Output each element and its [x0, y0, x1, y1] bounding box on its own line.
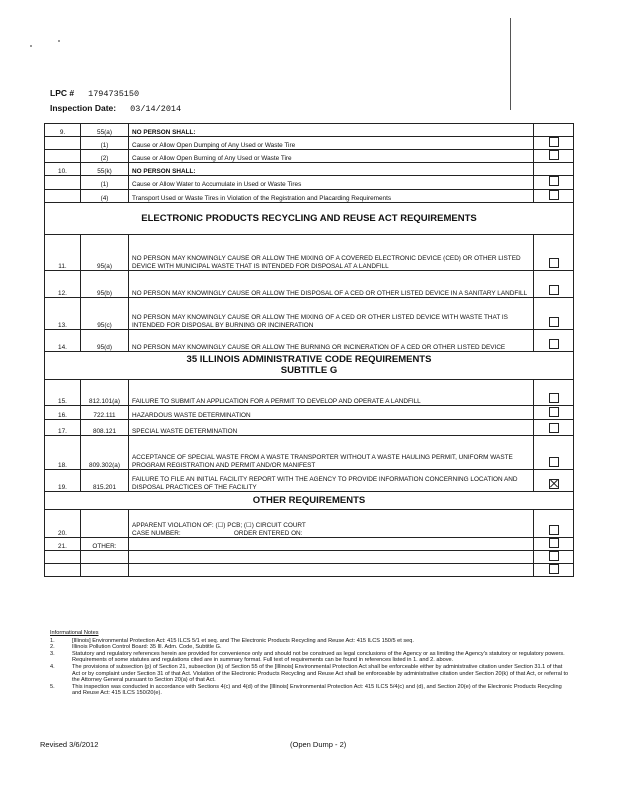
requirement-line: Cause or Allow Water to Accumulate in Used or Waste Tires — [132, 181, 302, 189]
violation-checkbox[interactable] — [549, 407, 559, 417]
item-number: 17. — [45, 419, 81, 435]
violation-cell — [534, 551, 574, 564]
requirement-line: HAZARDOUS WASTE DETERMINATION — [132, 411, 251, 419]
requirement-text — [129, 379, 534, 405]
item-number — [45, 150, 81, 163]
violation-checkbox[interactable] — [549, 457, 559, 467]
requirement-text — [129, 537, 534, 550]
section-title-row — [45, 491, 574, 509]
violation-checkbox[interactable] — [549, 339, 559, 349]
lpc-number — [50, 88, 139, 99]
section-reference: (4) — [81, 189, 129, 202]
violation-cell — [534, 270, 574, 297]
item-number: 15. — [45, 379, 81, 405]
section-reference — [81, 509, 129, 537]
violation-checkbox[interactable] — [549, 176, 559, 186]
violation-cell — [534, 189, 574, 202]
section-title-text: ELECTRONIC PRODUCTS RECYCLING AND REUSE ACT REQUIREMENTS — [141, 212, 477, 224]
item-number — [45, 564, 81, 577]
requirement-text — [129, 435, 534, 469]
note-item — [50, 664, 570, 684]
violation-cell — [534, 150, 574, 163]
section-subtitle-text: SUBTITLE G — [280, 365, 338, 377]
violation-checkbox[interactable] — [549, 564, 559, 574]
requirement-text — [129, 270, 534, 297]
requirement-text — [129, 329, 534, 351]
requirement-text — [129, 137, 534, 150]
table-row — [45, 329, 574, 351]
section-reference: 95(b) — [81, 270, 129, 297]
note-text: [Illinois] Environmental Protection Act: 415 ILCS 5/1 et seq. and The Electronic Products Recycling and Reuse Act: 415 ILCS 150/5 et seq. — [72, 637, 414, 644]
table-row — [45, 509, 574, 537]
table-row — [45, 419, 574, 435]
requirements-table — [44, 123, 574, 577]
item-number: 16. — [45, 405, 81, 419]
notes-heading: Informational Notes — [50, 630, 99, 636]
violation-cell — [534, 234, 574, 270]
section-reference: 722.111 — [81, 405, 129, 419]
note-text: Illinois Pollution Control Board: 35 Ill. Adm. Code, Subtitle G. — [72, 644, 222, 651]
requirement-line: SPECIAL WASTE DETERMINATION — [132, 427, 238, 435]
section-reference: 808.121 — [81, 419, 129, 435]
table-row — [45, 379, 574, 405]
requirement-text — [129, 405, 534, 419]
violation-cell — [534, 509, 574, 537]
item-number: 18. — [45, 435, 81, 469]
section-title-text: 35 ILLINOIS ADMINISTRATIVE CODE REQUIREMENTS — [186, 354, 432, 366]
inspection-label: Inspection Date: — [50, 103, 117, 113]
table-row — [45, 150, 574, 163]
violation-cell — [534, 137, 574, 150]
section-reference: 815.201 — [81, 469, 129, 491]
page-label: (Open Dump - 2) — [290, 740, 347, 749]
table-row — [45, 270, 574, 297]
section-title-row — [45, 351, 574, 379]
requirement-text — [129, 189, 534, 202]
requirement-text — [129, 509, 534, 537]
item-number: 11. — [45, 234, 81, 270]
table-row — [45, 176, 574, 189]
requirement-text — [129, 469, 534, 491]
requirement-line: NO PERSON MAY KNOWINGLY CAUSE OR ALLOW THE DISPOSAL OF A CED OR OTHER LISTED DEVICE IN A SANITARY LANDFILL — [132, 289, 528, 297]
table-row — [45, 124, 574, 137]
note-number: 3. — [50, 650, 55, 657]
violation-checkbox[interactable] — [549, 525, 559, 535]
item-number: 13. — [45, 297, 81, 329]
table-row — [45, 405, 574, 419]
note-text: The provisions of subsection (p) of Section 21, subsection (k) of Section 55 of the [Illinois] Environmental Protection Act shall be enforceable either by administrative citation under Section 31.1 of that Act or by complaint under Section 31 of that Act. Violation of the Electronic Products Recycling and Reuse Act shall be enforceable by administrative citation under Section 20(k) of that Act, or referral to the Attorney General pursuant to Section 20(a) of that Act. — [72, 663, 569, 684]
lpc-value: 1794735150 — [88, 89, 140, 99]
violation-checkbox[interactable] — [549, 137, 559, 147]
section-reference: (1) — [81, 137, 129, 150]
item-number — [45, 137, 81, 150]
violation-cell — [534, 564, 574, 577]
section-reference: OTHER: — [81, 537, 129, 550]
table-row — [45, 189, 574, 202]
violation-checkbox[interactable] — [549, 150, 559, 160]
violation-checkbox[interactable] — [549, 317, 559, 327]
section-reference: 812.101(a) — [81, 379, 129, 405]
section-reference: 95(c) — [81, 297, 129, 329]
requirement-text — [129, 234, 534, 270]
violation-checkbox[interactable] — [549, 551, 559, 561]
inspection-value: 03/14/2014 — [130, 104, 182, 114]
requirement-text — [129, 564, 534, 577]
requirement-text — [129, 124, 534, 137]
section-reference: 55(k) — [81, 163, 129, 176]
requirement-line: NO PERSON MAY KNOWINGLY CAUSE OR ALLOW THE MIXING OF A CED OR OTHER LISTED DEVICE WITH WASTE THAT IS INTENDED FOR DISPOSAL BY BURNING OR INCINERATION — [132, 314, 508, 329]
note-item — [50, 644, 570, 651]
requirement-line: NO PERSON MAY KNOWINGLY CAUSE OR ALLOW THE MIXING OF A COVERED ELECTRONIC DEVICE (CED) OR OTHER LISTED DEVICE WITH MUNICIPAL WASTE THAT IS INTENDED FOR DISPOSAL AT A LANDFILL — [132, 255, 521, 270]
informational-notes — [50, 630, 570, 697]
requirement-line: Transport Used or Waste Tires in Violation of the Registration and Placarding Requirements — [132, 194, 392, 202]
requirement-line: Cause or Allow Open Burning of Any Used or Waste Tire — [132, 155, 292, 163]
section-reference: 55(a) — [81, 124, 129, 137]
section-title — [45, 491, 574, 509]
item-number: 21. — [45, 537, 81, 550]
requirement-line: Cause or Allow Open Dumping of Any Used or Waste Tire — [132, 142, 296, 149]
inspection-date — [50, 103, 181, 114]
violation-checkbox[interactable] — [549, 258, 559, 268]
requirement-line: APPARENT VIOLATION OF: (☐) PCB; (☐) CIRCUIT COURT — [132, 522, 306, 530]
item-number: 9. — [45, 124, 81, 137]
note-item — [50, 651, 570, 664]
requirement-line: NO PERSON SHALL: — [132, 168, 196, 176]
requirement-text — [129, 150, 534, 163]
table-row — [45, 234, 574, 270]
violation-cell — [534, 163, 574, 176]
requirement-line: FAILURE TO FILE AN INITIAL FACILITY REPORT WITH THE AGENCY TO PROVIDE INFORMATION CONCERNING LOCATION AND DISPOSAL PRACTICES OF THE FACILITY — [132, 476, 518, 491]
requirement-text — [129, 176, 534, 189]
violation-cell — [534, 297, 574, 329]
violation-checkbox[interactable] — [549, 190, 559, 200]
violation-cell — [534, 405, 574, 419]
section-reference — [81, 564, 129, 577]
violation-checkbox[interactable] — [549, 538, 559, 548]
violation-cell — [534, 537, 574, 550]
note-item — [50, 684, 570, 697]
violation-cell — [534, 176, 574, 189]
item-number: 19. — [45, 469, 81, 491]
section-reference: (2) — [81, 150, 129, 163]
requirement-text — [129, 163, 534, 176]
table-row — [45, 469, 574, 491]
note-text: Statutory and regulatory references herein are provided for convenience only and should not be construed as legal conclusions of the Agency or as limiting the Agency's statutory or regulatory powers. Requirements of some statutes and regulations cited are in summary format. Full text of requirements can be found in references listed in 1. and 2. above. — [72, 650, 565, 664]
section-reference: (1) — [81, 176, 129, 189]
table-row — [45, 551, 574, 564]
table-row — [45, 537, 574, 550]
section-reference: 95(d) — [81, 329, 129, 351]
item-number — [45, 189, 81, 202]
requirement-line: NO PERSON SHALL: — [132, 128, 196, 136]
violation-cell — [534, 124, 574, 137]
section-title-row — [45, 202, 574, 234]
note-number: 4. — [50, 663, 55, 670]
violation-checkbox[interactable] — [549, 393, 559, 403]
scan-speck — [30, 45, 32, 47]
item-number: 20. — [45, 509, 81, 537]
violation-cell — [534, 379, 574, 405]
requirement-line: CASE NUMBER: ORDER ENTERED ON: — [132, 529, 303, 537]
table-row — [45, 435, 574, 469]
requirement-text — [129, 551, 534, 564]
requirement-text — [129, 419, 534, 435]
scan-speck — [58, 40, 60, 42]
item-number: 10. — [45, 163, 81, 176]
item-number: 14. — [45, 329, 81, 351]
scan-margin-line — [510, 18, 511, 110]
note-number: 2. — [50, 644, 55, 651]
violation-cell — [534, 419, 574, 435]
item-number: 12. — [45, 270, 81, 297]
requirement-line: ACCEPTANCE OF SPECIAL WASTE FROM A WASTE TRANSPORTER WITHOUT A WASTE HAULING PERMIT, UNIFORM WASTE PROGRAM REGISTRATION AND PERMIT AND/OR MANIFEST — [132, 454, 513, 469]
violation-cell — [534, 329, 574, 351]
section-title — [45, 202, 574, 234]
item-number — [45, 176, 81, 189]
violation-cell — [534, 435, 574, 469]
requirement-text — [129, 297, 534, 329]
violation-checkbox[interactable] — [549, 423, 559, 433]
requirement-line: NO PERSON MAY KNOWINGLY CAUSE OR ALLOW THE BURNING OR INCINERATION OF A CED OR OTHER LISTED DEVICE — [132, 343, 506, 351]
violation-checkbox-checked[interactable] — [549, 479, 559, 489]
table-row — [45, 163, 574, 176]
note-item — [50, 638, 570, 645]
section-reference: 95(a) — [81, 234, 129, 270]
table-row — [45, 564, 574, 577]
section-reference — [81, 551, 129, 564]
table-row — [45, 297, 574, 329]
section-reference: 809.302(a) — [81, 435, 129, 469]
section-title-text: OTHER REQUIREMENTS — [252, 494, 366, 506]
section-title — [45, 351, 574, 379]
note-text: This inspection was conducted in accordance with Sections 4(c) and 4(d) of the [Illinois] Environmental Protection Act: 415 ILCS 5/4(c) and (d), and Section 20(e) of the Electronic Products Recycling and Reuse Act: 415 ILCS 150/20(e). — [72, 683, 562, 697]
revised-date: Revised 3/6/2012 — [40, 740, 99, 749]
violation-checkbox[interactable] — [549, 285, 559, 295]
note-number: 5. — [50, 683, 55, 690]
item-number — [45, 551, 81, 564]
table-row — [45, 137, 574, 150]
note-number: 1. — [50, 637, 55, 644]
requirement-line: FAILURE TO SUBMIT AN APPLICATION FOR A PERMIT TO DEVELOP AND OPERATE A LANDFILL — [132, 397, 421, 405]
lpc-label: LPC # — [50, 88, 75, 98]
violation-cell — [534, 469, 574, 491]
